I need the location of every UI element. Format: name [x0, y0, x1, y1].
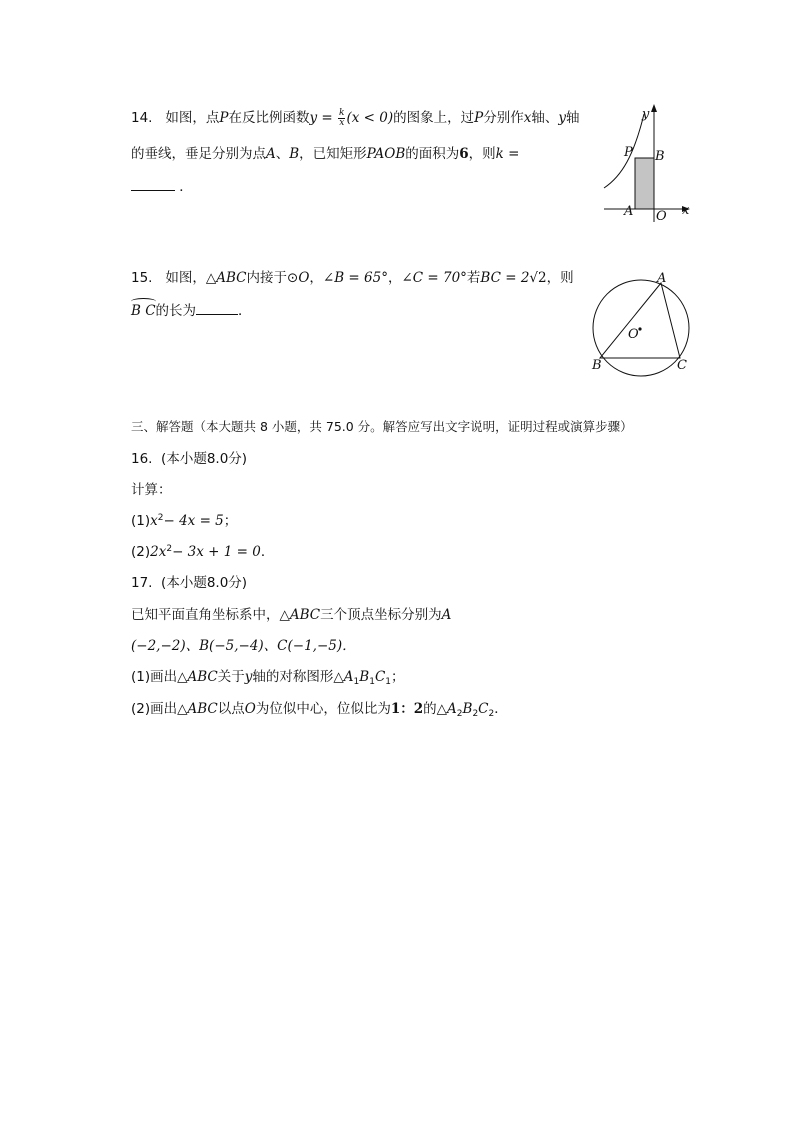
q15-figure: [586, 268, 696, 383]
answer-blank-q15[interactable]: [196, 300, 238, 315]
fraction-k-over-x: $\frac{k}{x}$: [339, 107, 345, 128]
label-b: B: [655, 149, 665, 164]
q16-part-1: $(1)x^2- 4x = 5$；: [131, 513, 238, 529]
label-c: C: [677, 358, 687, 373]
label-a: A: [624, 204, 634, 219]
q16-part-2: $(2)2x^2- 3x + 1 = 0$．: [131, 544, 275, 560]
q16-intro: 计算：: [131, 482, 172, 498]
q14-line-1: 14. 如图，点P在反比例函数y = $\frac{k}{x}$ (x < 0)的图象上，过P分别作x轴、y轴: [131, 107, 580, 128]
label-o: O: [628, 327, 639, 342]
q15-line-2: B C的长为 ．: [131, 300, 252, 321]
q15-number: 15.: [131, 270, 153, 286]
q17-part-2: (2)画出△ABC以点O为位似中心，位似比为1：2的$\triangle A_2B_2C_2$．: [131, 701, 508, 719]
q14-figure: [596, 100, 706, 230]
label-p: P: [624, 145, 633, 160]
q17-part-1: (1)画出△ABC关于y轴的对称图形$\triangle A_1B_1C_1$；: [131, 669, 405, 687]
q17-line-2: (−2,−2)、B(−5,−4)、C(−1,−5)．: [131, 638, 356, 654]
center-point: [638, 327, 641, 330]
arc-bc: B C: [131, 303, 156, 319]
q14-line-2: 的垂线，垂足分别为点A、B，已知矩形PAOB的面积为6，则k =: [131, 146, 520, 162]
label-b: B: [592, 358, 602, 373]
section-3-heading: 三、解答题（本大题共 8 小题，共 75.0 分。解答应写出文字说明，证明过程或演算步骤）: [131, 419, 633, 434]
answer-blank-q14[interactable]: [131, 176, 175, 191]
q17-line-1: 已知平面直角坐标系中，△ABC三个顶点坐标分别为A: [131, 607, 452, 623]
y-axis-arrow: [651, 104, 657, 112]
rectangle-paob: [635, 158, 654, 209]
q15-line-1: 15. 如图，△ABC内接于⊙O，∠B = 65°，∠C = 70°若BC = 2√2，则: [131, 270, 574, 286]
triangle-abc: [600, 283, 680, 358]
label-x: x: [682, 203, 690, 218]
q14-line-3: ．: [131, 176, 193, 197]
q14-number: 14.: [131, 110, 153, 126]
q17-title: 17. (本小题8.0分): [131, 575, 248, 591]
label-a: A: [657, 271, 667, 286]
label-o: O: [656, 209, 667, 224]
q16-title: 16. (本小题8.0分): [131, 451, 248, 467]
label-y: y: [642, 107, 650, 122]
